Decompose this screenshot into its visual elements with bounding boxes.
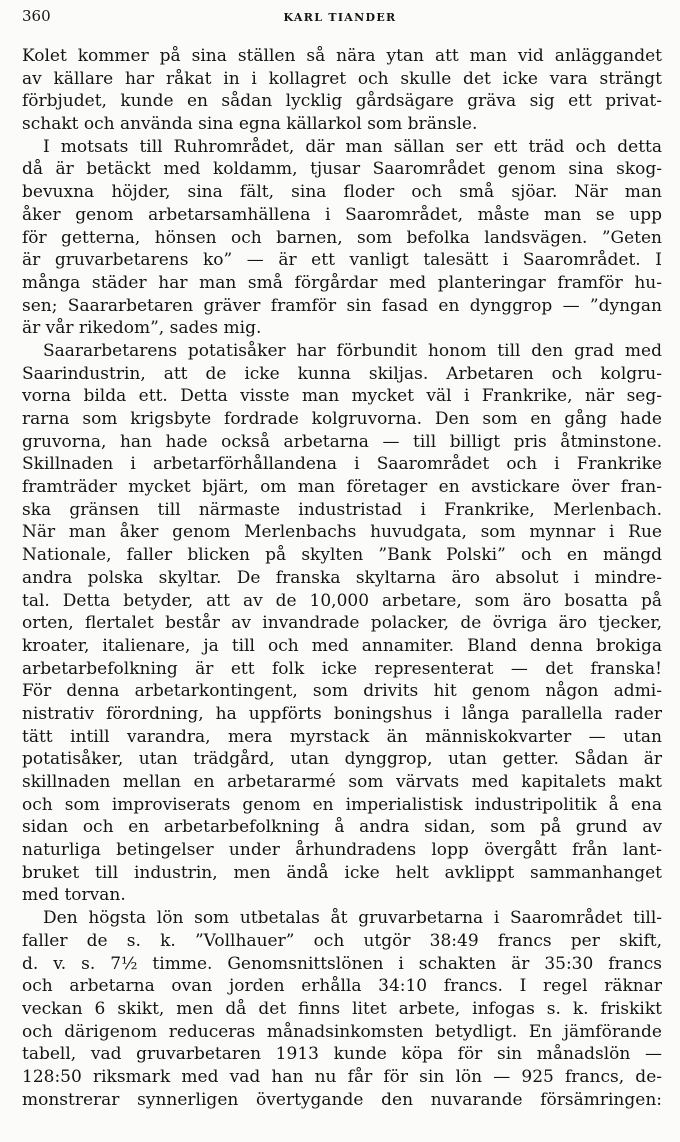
text-line: bevuxna höjder, sina fält, sina floder och små sjöar. När man xyxy=(22,182,662,203)
text-line: Skillnaden i arbetarförhållandena i Saarområdet och i Frankrike xyxy=(22,454,662,475)
text-line: och arbetarna ovan jorden erhålla 34:10 francs. I regel räknar xyxy=(22,976,662,997)
text-line: tabell, vad gruvarbetaren 1913 kunde köpa för sin månadslön — xyxy=(22,1044,662,1065)
text-line: När man åker genom Merlenbachs huvudgata, som mynnar i Rue xyxy=(22,522,662,543)
text-line: 128:50 riksmark med vad han nu får för sin lön — 925 francs, de- xyxy=(22,1066,662,1087)
text-line: då är betäckt med koldamm, tjusar Saarområdet genom sina skog- xyxy=(22,159,662,180)
text-line: veckan 6 skikt, men då det finns litet arbete, infogas s. k. friskikt xyxy=(22,998,662,1019)
text-line: ska gränsen till närmaste industristad i Frankrike, Merlenbach. xyxy=(22,499,662,520)
paragraph xyxy=(22,45,662,136)
running-title: KARL TIANDER xyxy=(283,11,397,24)
text-line: och som improviserats genom en imperialistisk industripolitik å ena xyxy=(22,794,662,815)
text-line: I motsats till Ruhrområdet, där man sällan ser ett träd och detta xyxy=(43,136,662,157)
text-line: För denna arbetarkontingent, som drivits hit genom någon admi- xyxy=(22,681,662,702)
text-line: rarna som krigsbyte fordrade kolgruvorna. Den som en gång hade xyxy=(22,409,662,429)
text-line: nistrativ förordning, ha uppförts boningshus i långa parallella rader xyxy=(22,703,662,724)
text-line: d. v. s. 7½ timme. Genomsnittslönen i schakten är 35:30 francs xyxy=(22,953,662,974)
text-line: andra polska skyltar. De franska skyltarna äro absolut i mindre- xyxy=(22,567,662,588)
text-line: naturliga betingelser under århundradens lopp övergått från lant- xyxy=(22,840,662,861)
text-line: gruvorna, han hade också arbetarna — till billigt pris åtminstone. xyxy=(22,431,662,452)
text-line: för getterna, hönsen och barnen, som befolka landsvägen. ”Geten xyxy=(22,227,662,248)
text-line: framträder mycket bjärt, om man företager en avstickare över fran- xyxy=(22,477,662,498)
text-line: Nationale, faller blicken på skylten ”Bank Polski” och en mängd xyxy=(22,545,662,566)
text-line: Den högsta lön som utbetalas åt gruvarbetarna i Saarområdet till- xyxy=(43,908,662,929)
text-line: arbetarbefolkning är ett folk icke representerat — det franska! xyxy=(22,658,662,679)
text-line: kroater, italienare, ja till och med annamiter. Bland denna brokiga xyxy=(22,635,662,656)
text-line: Saarindustrin, att de icke kunna skiljas. Arbetaren och kolgru- xyxy=(22,363,662,384)
text-line: är vår rikedom”, sades mig. xyxy=(22,318,262,339)
text-line: förbjudet, kunde en sådan lycklig gårdsägare gräva sig ett privat- xyxy=(22,91,662,112)
text-line: bruket till industrin, men ändå icke helt avklippt sammanhanget xyxy=(22,862,662,883)
text-line: och därigenom reduceras månadsinkomsten betydligt. En jämförande xyxy=(22,1021,662,1042)
text-line: skillnaden mellan en arbetararmé som värvats med kapitalets makt xyxy=(22,772,662,792)
text-line: faller de s. k. ”Vollhauer” och utgör 38:49 francs per skift, xyxy=(22,930,662,951)
paragraph xyxy=(22,907,662,1111)
page-number: 360 xyxy=(22,7,51,25)
text-line: Kolet kommer på sina ställen så nära ytan att man vid anläggandet xyxy=(22,46,662,66)
paragraph xyxy=(22,136,662,340)
text-line: potatisåker, utan trädgård, utan dynggrop, utan getter. Sådan är xyxy=(22,749,662,770)
text-line: tal. Detta betyder, att av de 10,000 arbetare, som äro bosatta på xyxy=(22,590,662,611)
text-line: monstrerar synnerligen övertygande den nuvarande försämringen: xyxy=(22,1089,662,1110)
text-line: med torvan. xyxy=(22,885,126,906)
text-line: Saararbetarens potatisåker har förbundit honom till den grad med xyxy=(43,340,662,361)
text-line: schakt och använda sina egna källarkol som bränsle. xyxy=(22,114,478,135)
body-text xyxy=(22,45,662,1111)
paragraph xyxy=(22,340,662,907)
text-line: vorna bilda ett. Detta visste man mycket väl i Frankrike, när seg- xyxy=(22,386,662,407)
text-line: sidan och en arbetarbefolkning å andra sidan, som på grund av xyxy=(22,817,662,838)
text-line: orten, flertalet består av invandrade polacker, de övriga äro tjecker, xyxy=(22,613,662,634)
text-line: många städer har man små förgårdar med planteringar framför hu- xyxy=(22,272,662,293)
text-line: sen; Saararbetaren gräver framför sin fasad en dynggrop — ”dyngan xyxy=(22,295,662,316)
text-line: tätt intill varandra, mera myrstack än människokvarter — utan xyxy=(22,726,662,747)
text-line: av källare har råkat in i kollagret och skulle det icke vara strängt xyxy=(22,68,662,89)
text-line: åker genom arbetarsamhällena i Saarområdet, måste man se upp xyxy=(22,204,662,225)
text-line: är gruvarbetarens ko” — är ett vanligt talesätt i Saarområdet. I xyxy=(22,250,662,271)
